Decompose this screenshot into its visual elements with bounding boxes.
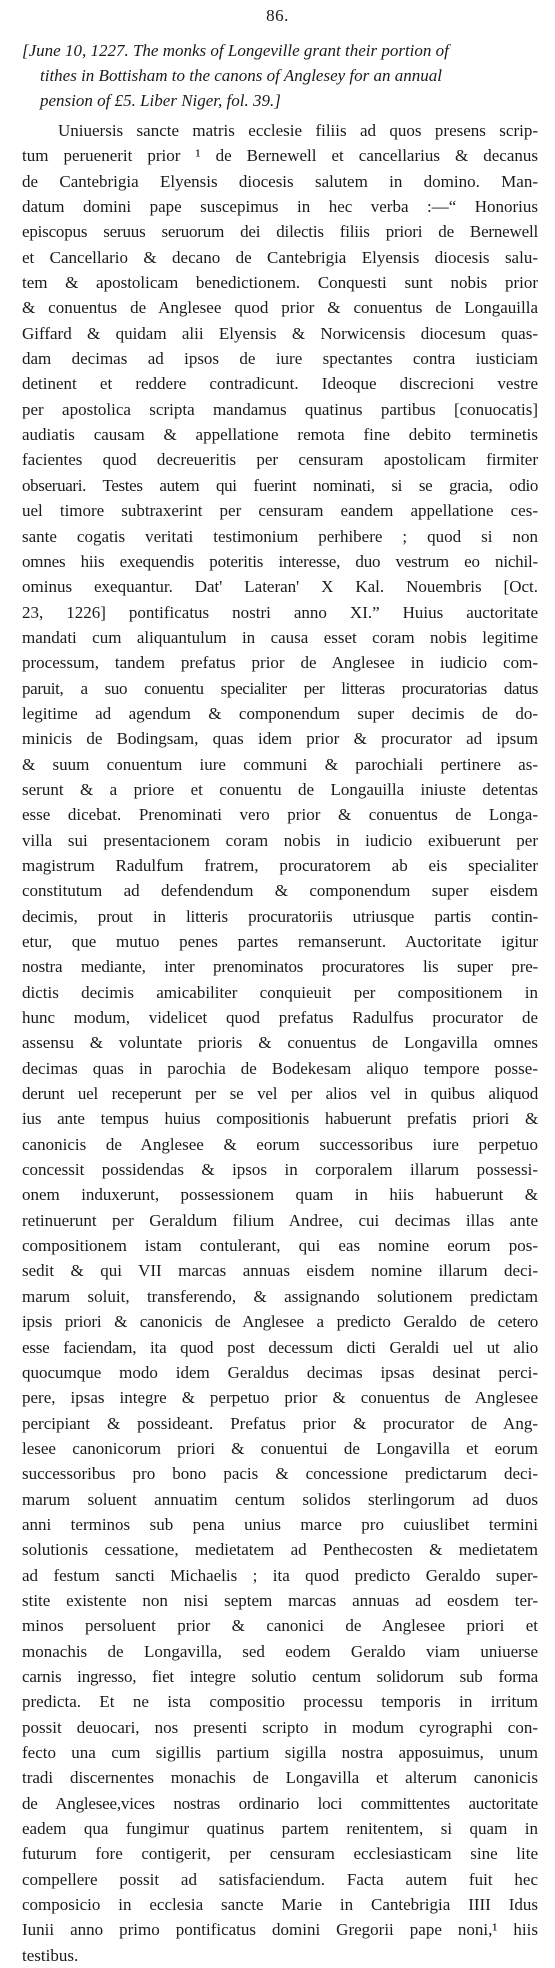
body-line: fecto una cum sigillis partium sigilla nostra apposuimus, unum	[22, 1743, 538, 1762]
body-line: canonicis de Anglesee & eorum successoribus iure perpetuo	[22, 1134, 538, 1154]
body-line: dictis decimis amicabiliter conquieuit per compositionem in	[22, 982, 538, 1002]
body-line: nostra mediante, inter prenominatos procuratores lis super pre-	[22, 957, 538, 977]
body-line: Iunii anno primo pontificatus domini Gregorii pape noni,¹ hiis	[22, 1920, 538, 1940]
body-line: decimis, prout in litteris procuratoriis utriusque partis contin-	[22, 906, 538, 926]
header-line: tithes in Bottisham to the canons of Anglesey for an annual	[40, 66, 442, 85]
body-line: marum soluit, transferendo, & assignando solutionem predictam	[22, 1286, 538, 1306]
body-line: onem induxerunt, possessionem quam in hiis habuerunt &	[22, 1185, 538, 1205]
body-line: episcopus seruus seruorum dei dilectis filiis priori de Bernewell	[22, 222, 538, 242]
body-line: esse faciendam, ita quod post decessum dicti Geraldi uel ut alio	[22, 1337, 538, 1357]
body-line: paruit, a suo conuentu specialiter per litteras procuratorias datus	[22, 678, 538, 698]
body-line: successoribus pro bono pacis & concessione predictarum deci-	[22, 1464, 538, 1484]
body-line: omnes hiis exequendis poteritis interesse, duo vestrum eo nichil-	[22, 551, 538, 571]
body-line: datum domini pape suscepimus in hec verba :—“ Honorius	[22, 197, 538, 217]
body-line: uel timore subtraxerint per censuram eandem appellatione ces-	[22, 501, 538, 521]
body-line: obseruari. Testes autem qui fuerint nominati, si se gracia, odio	[22, 475, 538, 495]
body-line: solutionis cessatione, medietatem ad Penthecosten & medietatem	[22, 1540, 538, 1560]
body-line: ipsis priori & canonicis de Anglesee a predicto Geraldo de cetero	[22, 1312, 538, 1332]
body-line: villa sui presentacionem coram nobis in iudicio exibuerunt per	[22, 830, 538, 850]
body-line: legitime ad agendum & componendum super decimis de do-	[22, 703, 538, 723]
page-number: 86.	[266, 6, 289, 25]
header-line: pension of £5. Liber Niger, fol. 39.]	[40, 91, 281, 110]
body-line: mandati cum aliquantulum in causa esset coram nobis legitime	[22, 627, 538, 647]
body-line: monachis de Longavilla, sed eodem Geraldo viam uniuerse	[22, 1641, 538, 1661]
header-line: [June 10, 1227. The monks of Longeville grant their portion of	[22, 41, 449, 60]
body-line: detinent et reddere contradicunt. Ideoque discrecioni vestre	[22, 374, 538, 394]
body-line: derunt uel receperunt per se vel per alios vel in quibus aliquod	[22, 1084, 538, 1104]
body-line: facientes quod decreueritis per censuram apostolicam firmiter	[22, 450, 538, 470]
body-line: constitutum ad defendendum & componendum super eisdem	[22, 881, 538, 901]
body-line: testibus.	[22, 1945, 79, 1965]
body-line: magistrum Radulfum fratrem, procuratorem ab eis specialiter	[22, 855, 538, 875]
body-line: ius ante tempus huius compositionis habuerunt prefatis priori &	[22, 1109, 538, 1129]
body-line: predicta. Et ne ista compositio processu temporis in irritum	[22, 1692, 538, 1712]
body-line: Giffard & quidam alii Elyensis & Norwicensis diocesum quas-	[22, 323, 538, 343]
body-line: tradi discernentes monachis de Longavilla et alterum canonicis	[22, 1768, 538, 1788]
body-line: futurum fore contigerit, per censuram ecclesiasticam sine lite	[22, 1844, 538, 1864]
body-line: dam decimas ad ipsos de iure spectantes contra iusticiam	[22, 349, 538, 369]
body-line: composicio in ecclesia sancte Marie in Cantebrigia IIII Idus	[22, 1895, 538, 1915]
body-line: compositionem istam contulerant, qui eas nomine eorum pos-	[22, 1236, 538, 1256]
body-line: compellere possit ad satisfaciendum. Facta autem fuit hec	[22, 1869, 538, 1889]
body-line: possit deuocari, nos presenti scripto in modum cyrographi con-	[22, 1717, 538, 1737]
body-line: percipiant & possideant. Prefatus prior & procurator de Ang-	[22, 1413, 538, 1433]
body-line: minicis de Bodingsam, quas idem prior & procurator ad ipsum	[22, 729, 538, 749]
body-line: ominus exequantur. Dat' Lateran' X Kal. Nouembris [Oct.	[22, 577, 538, 597]
body-line: minos persoluent prior & canonici de Anglesee priori et	[22, 1616, 538, 1636]
body-line: marum soluent annuatim centum solidos sterlingorum ad duos	[22, 1489, 538, 1509]
document-header	[22, 38, 542, 113]
body-line: concessit possidendas & ipsos in corporalem illarum possessi-	[22, 1160, 538, 1180]
body-line: & conuentus de Anglesee quod prior & conuentus de Longauilla	[22, 298, 538, 318]
body-line: decimas quas in parochia de Bodekesam aliquo tempore posse-	[22, 1058, 538, 1078]
body-line: Uniuersis sancte matris ecclesie filiis ad quos presens scrip-	[58, 121, 538, 140]
body-line: 23, 1226] pontificatus nostri anno XI.” Huius auctoritate	[22, 602, 538, 622]
body-line: de Cantebrigia Elyensis diocesis salutem in domino. Man-	[22, 171, 538, 191]
body-line: et Cancellario & decano de Cantebrigia Elyensis diocesis salu-	[22, 247, 538, 267]
document-body	[22, 118, 538, 1968]
body-line: carnis ingresso, fiet integre solutio centum solidorum sub forma	[22, 1666, 538, 1686]
body-line: etur, que mutuo penes partes remanserunt. Auctoritate igitur	[22, 932, 538, 951]
body-line: stite existente non nisi septem marcas annuas ad eosdem ter-	[22, 1590, 538, 1610]
body-line: per apostolica scripta mandamus quatinus partibus [conuocatis]	[22, 399, 538, 419]
body-line: processum, tandem prefatus prior de Anglesee in iudicio com-	[22, 653, 538, 673]
body-line: eadem qua fungimur quatinus partem renitentem, si quam in	[22, 1819, 538, 1839]
body-line: & suum conuentum iure communi & parochiali pertinere as-	[22, 754, 538, 774]
body-line: sedit & qui VII marcas annuas eisdem nomine illarum deci-	[22, 1261, 538, 1281]
body-line: lesee canonicorum priori & conuentui de Longavilla et eorum	[22, 1438, 538, 1458]
body-line: ad festum sancti Michaelis ; ita quod predicto Geraldo super-	[22, 1565, 538, 1585]
body-line: tum peruenerit prior ¹ de Bernewell et cancellarius & decanus	[22, 146, 538, 166]
body-line: tem & apostolicam benedictionem. Conquesti sunt nobis prior	[22, 273, 538, 293]
body-line: hunc modum, videlicet quod prefatus Radulfus procurator de	[22, 1008, 538, 1028]
body-line: de Anglesee,vices nostras ordinario loci committentes auctoritate	[22, 1793, 538, 1813]
body-line: audiatis causam & appellatione remota fine debito terminetis	[22, 425, 538, 445]
body-line: sante cogatis veritati testimonium perhibere ; quod si non	[22, 526, 538, 546]
body-line: quocumque modo idem Geraldus decimas ipsas desinat perci-	[22, 1362, 538, 1382]
body-line: serunt & a priore et conuentu de Longauilla iniuste detentas	[22, 779, 538, 799]
body-line: pere, ipsas integre & perpetuo prior & conuentus de Anglesee	[22, 1388, 538, 1408]
body-line: assensu & voluntate prioris & conuentus de Longavilla omnes	[22, 1033, 538, 1053]
body-line: esse dicebat. Prenominati vero prior & conuentus de Longa-	[22, 805, 538, 825]
body-line: anni terminos sub pena unius marce pro cuiuslibet termini	[22, 1514, 538, 1534]
body-line: retinuerunt per Geraldum filium Andree, cui decimas illas ante	[22, 1210, 538, 1230]
